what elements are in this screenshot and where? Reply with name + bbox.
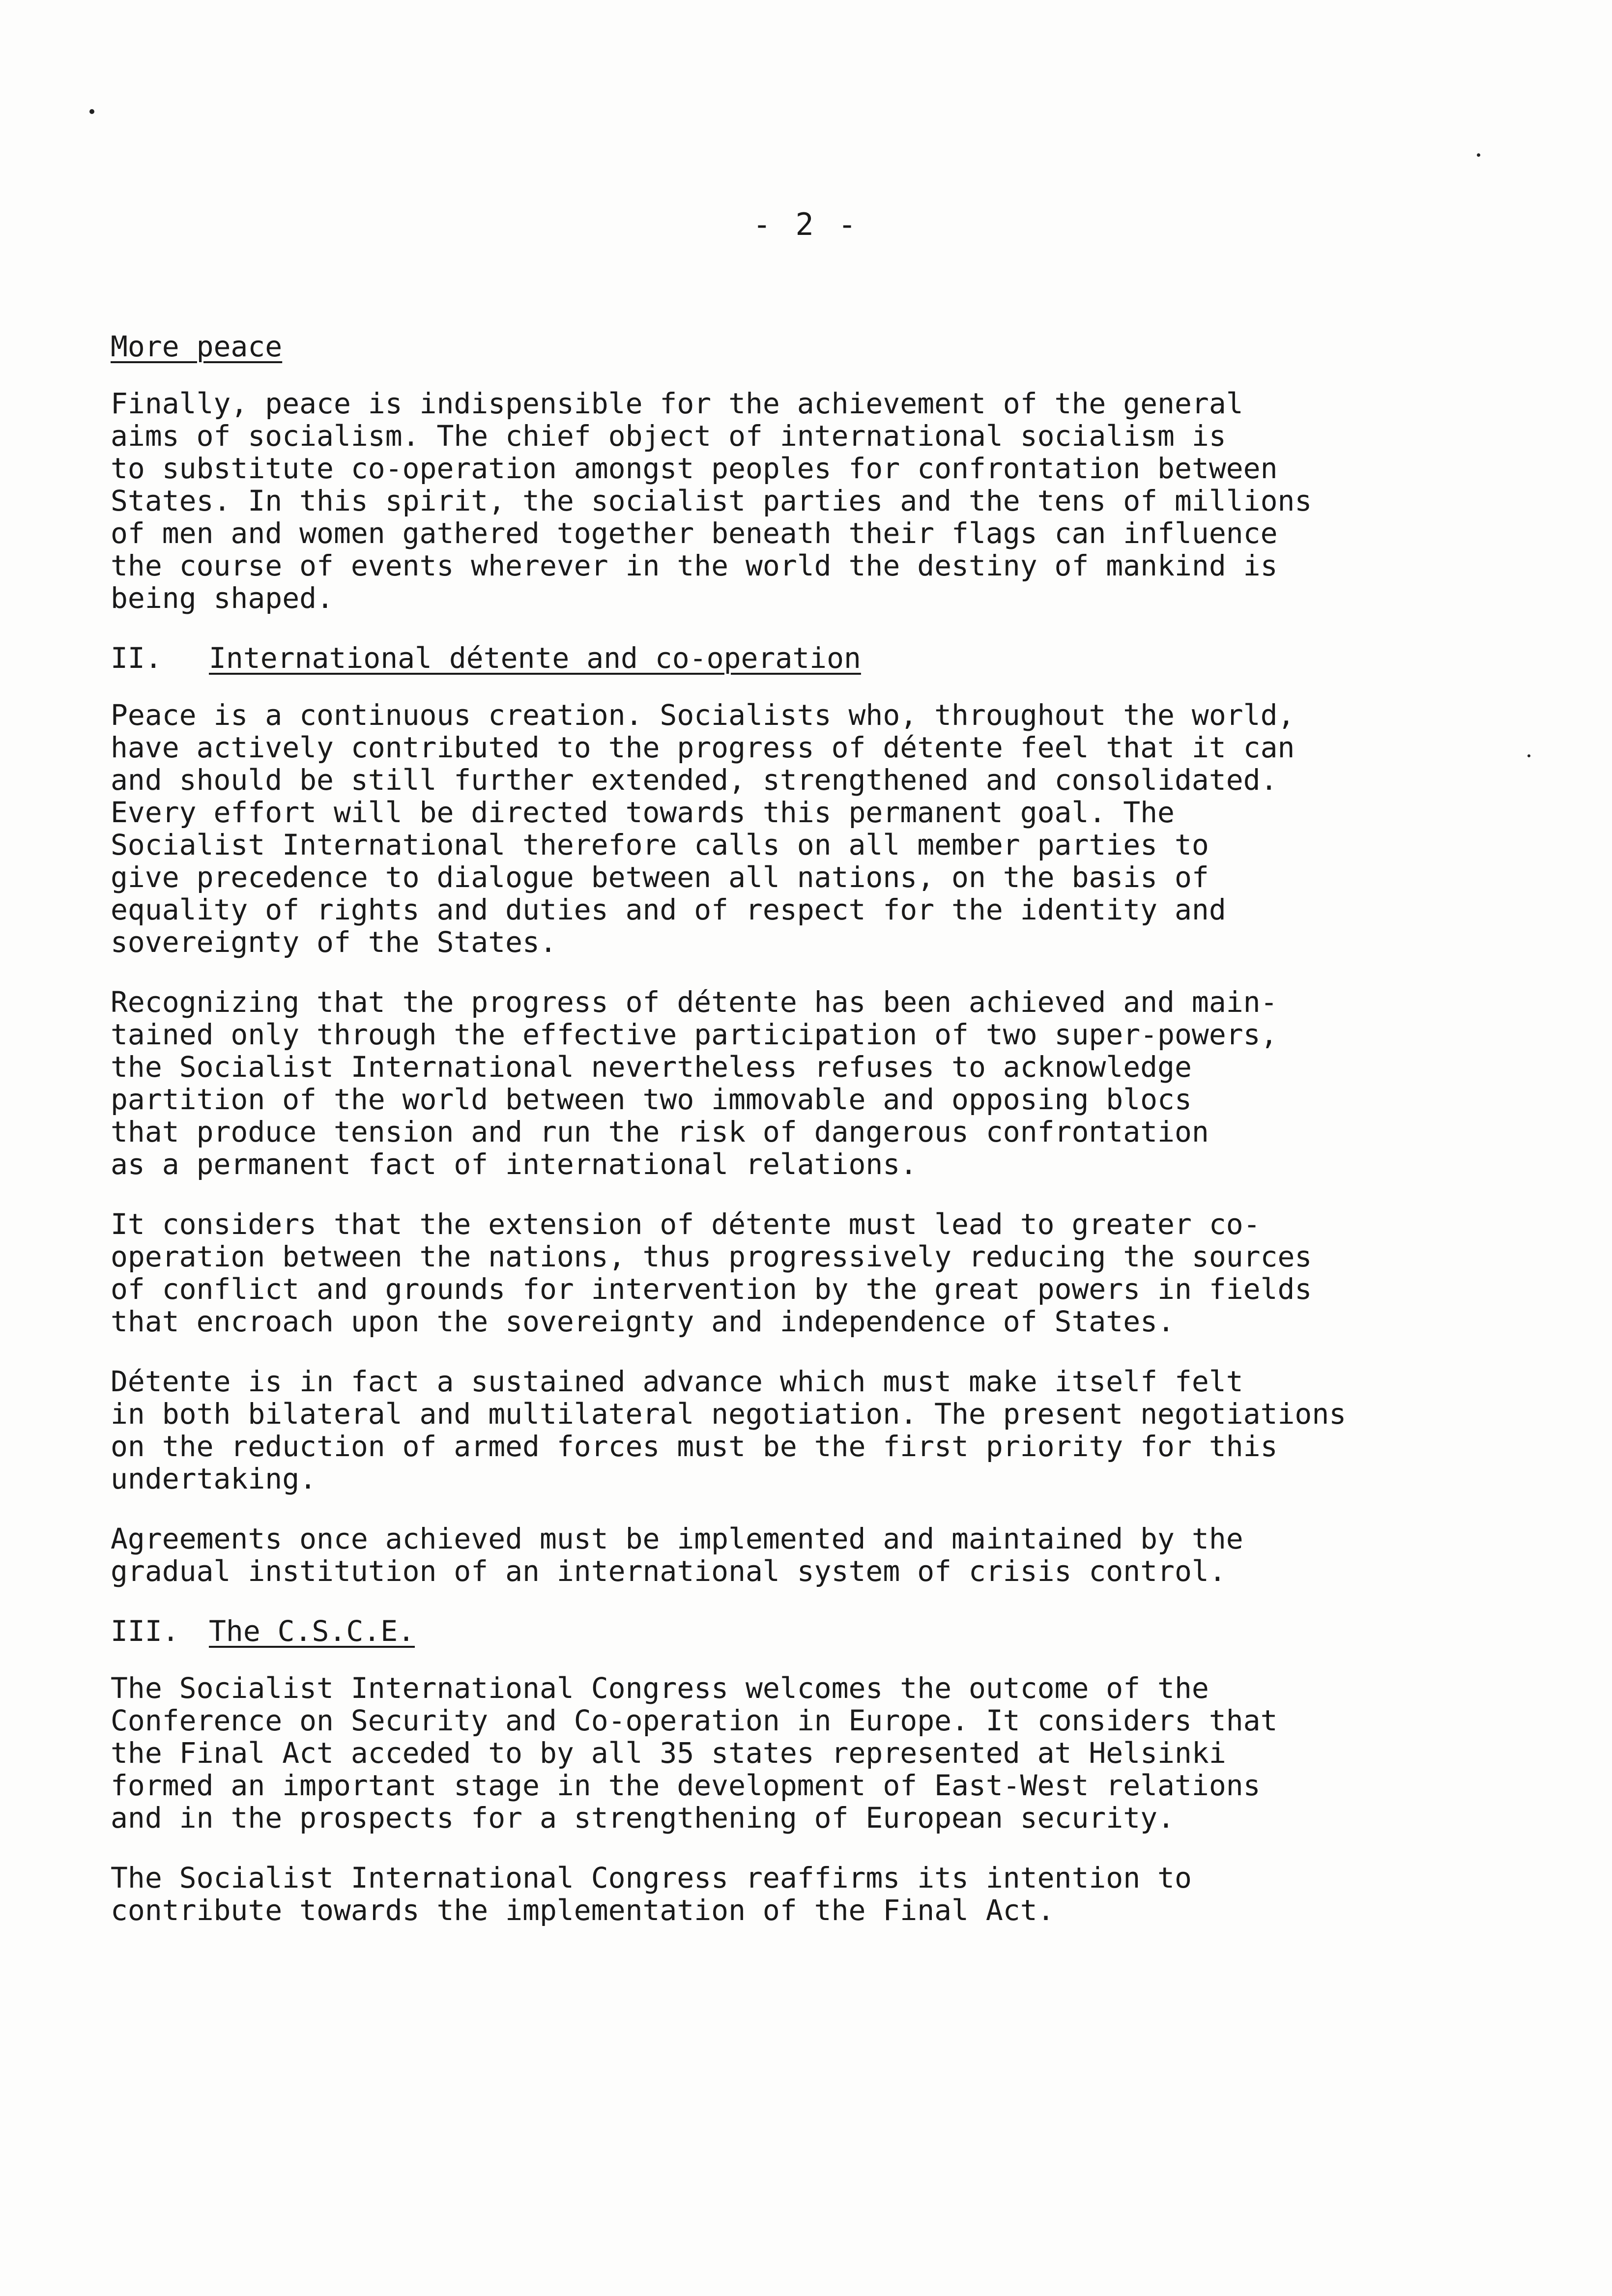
text-line: of men and women gathered together beneath their flags can influence	[111, 517, 1278, 550]
text-line: as a permanent fact of international relations.	[111, 1148, 918, 1181]
section-heading	[111, 1615, 1536, 1647]
text-line: Finally, peace is indispensible for the achievement of the general	[111, 387, 1243, 420]
text-line: in both bilateral and multilateral negotiation. The present negotiations	[111, 1397, 1347, 1431]
text-line: Socialist International therefore calls on all member parties to	[111, 828, 1209, 861]
text-line: that encroach upon the sovereignty and independence of States.	[111, 1305, 1175, 1338]
section-heading-title: The C.S.C.E.	[209, 1614, 415, 1648]
text-line: being shaped.	[111, 581, 334, 615]
text-line: The Socialist International Congress reaffirms its intention to	[111, 1861, 1192, 1894]
text-line: gradual institution of an international system of crisis control.	[111, 1554, 1226, 1588]
text-line: and should be still further extended, strengthened and consolidated.	[111, 763, 1278, 797]
text-line: and in the prospects for a strengthening of European security.	[111, 1801, 1175, 1835]
text-line: aims of socialism. The chief object of international socialism is	[111, 419, 1226, 453]
paragraph	[111, 1862, 1536, 1926]
text-line: on the reduction of armed forces must be the first priority for this	[111, 1430, 1278, 1463]
text-line: the course of events wherever in the world the destiny of mankind is	[111, 549, 1278, 582]
text-line: give precedence to dialogue between all nations, on the basis of	[111, 861, 1209, 894]
text-line: Peace is a continuous creation. Socialists who, throughout the world,	[111, 698, 1295, 732]
section-heading	[111, 642, 1536, 674]
text-line: Agreements once achieved must be implemented and maintained by the	[111, 1522, 1243, 1555]
text-line: of conflict and grounds for intervention by the great powers in fields	[111, 1272, 1312, 1306]
section-heading-number: II.	[111, 641, 162, 675]
text-line: have actively contributed to the progress of détente feel that it can	[111, 731, 1295, 764]
text-line: States. In this spirit, the socialist parties and the tens of millions	[111, 484, 1312, 517]
text-line: the Final Act acceded to by all 35 states represented at Helsinki	[111, 1736, 1226, 1770]
section-heading-title: More peace	[111, 330, 283, 363]
text-line: operation between the nations, thus progressively reducing the sources	[111, 1240, 1312, 1273]
text-line: Détente is in fact a sustained advance which must make itself felt	[111, 1365, 1243, 1398]
paragraph	[111, 1672, 1536, 1834]
text-line: Every effort will be directed towards this permanent goal. The	[111, 796, 1175, 829]
text-line: tained only through the effective participation of two super-powers,	[111, 1018, 1278, 1051]
paragraph	[111, 1208, 1536, 1338]
paragraph	[111, 986, 1536, 1180]
text-line: the Socialist International nevertheless refuses to acknowledge	[111, 1050, 1192, 1084]
section-more-peace	[111, 330, 1536, 614]
section-heading-title: International détente and co-operation	[209, 641, 861, 675]
section-heading-number: III.	[111, 1614, 179, 1648]
paragraph	[111, 387, 1536, 614]
text-line: formed an important stage in the development of East-West relations	[111, 1769, 1261, 1802]
page-number: - 2 -	[752, 206, 860, 242]
section-heading	[111, 330, 1536, 363]
scan-speck	[89, 109, 94, 114]
section-csce	[111, 1615, 1536, 1926]
text-line: sovereignty of the States.	[111, 925, 557, 959]
text-line: contribute towards the implementation of the Final Act.	[111, 1894, 1055, 1927]
text-line: Recognizing that the progress of détente has been achieved and main-	[111, 985, 1278, 1019]
text-line: The Socialist International Congress welcomes the outcome of the	[111, 1671, 1209, 1705]
text-line: to substitute co-operation amongst peoples for confrontation between	[111, 452, 1278, 485]
paragraph	[111, 1365, 1536, 1495]
paragraph	[111, 1522, 1536, 1587]
paragraph	[111, 699, 1536, 958]
text-line: equality of rights and duties and of respect for the identity and	[111, 893, 1226, 926]
document-body	[111, 330, 1536, 1954]
section-international-detente	[111, 642, 1536, 1587]
text-line: It considers that the extension of détente must lead to greater co-	[111, 1207, 1261, 1241]
text-line: Conference on Security and Co-operation in Europe. It considers that	[111, 1704, 1278, 1737]
scan-speck	[1477, 153, 1480, 157]
text-line: that produce tension and run the risk of dangerous confrontation	[111, 1115, 1209, 1148]
text-line: undertaking.	[111, 1462, 317, 1495]
text-line: partition of the world between two immovable and opposing blocs	[111, 1083, 1192, 1116]
